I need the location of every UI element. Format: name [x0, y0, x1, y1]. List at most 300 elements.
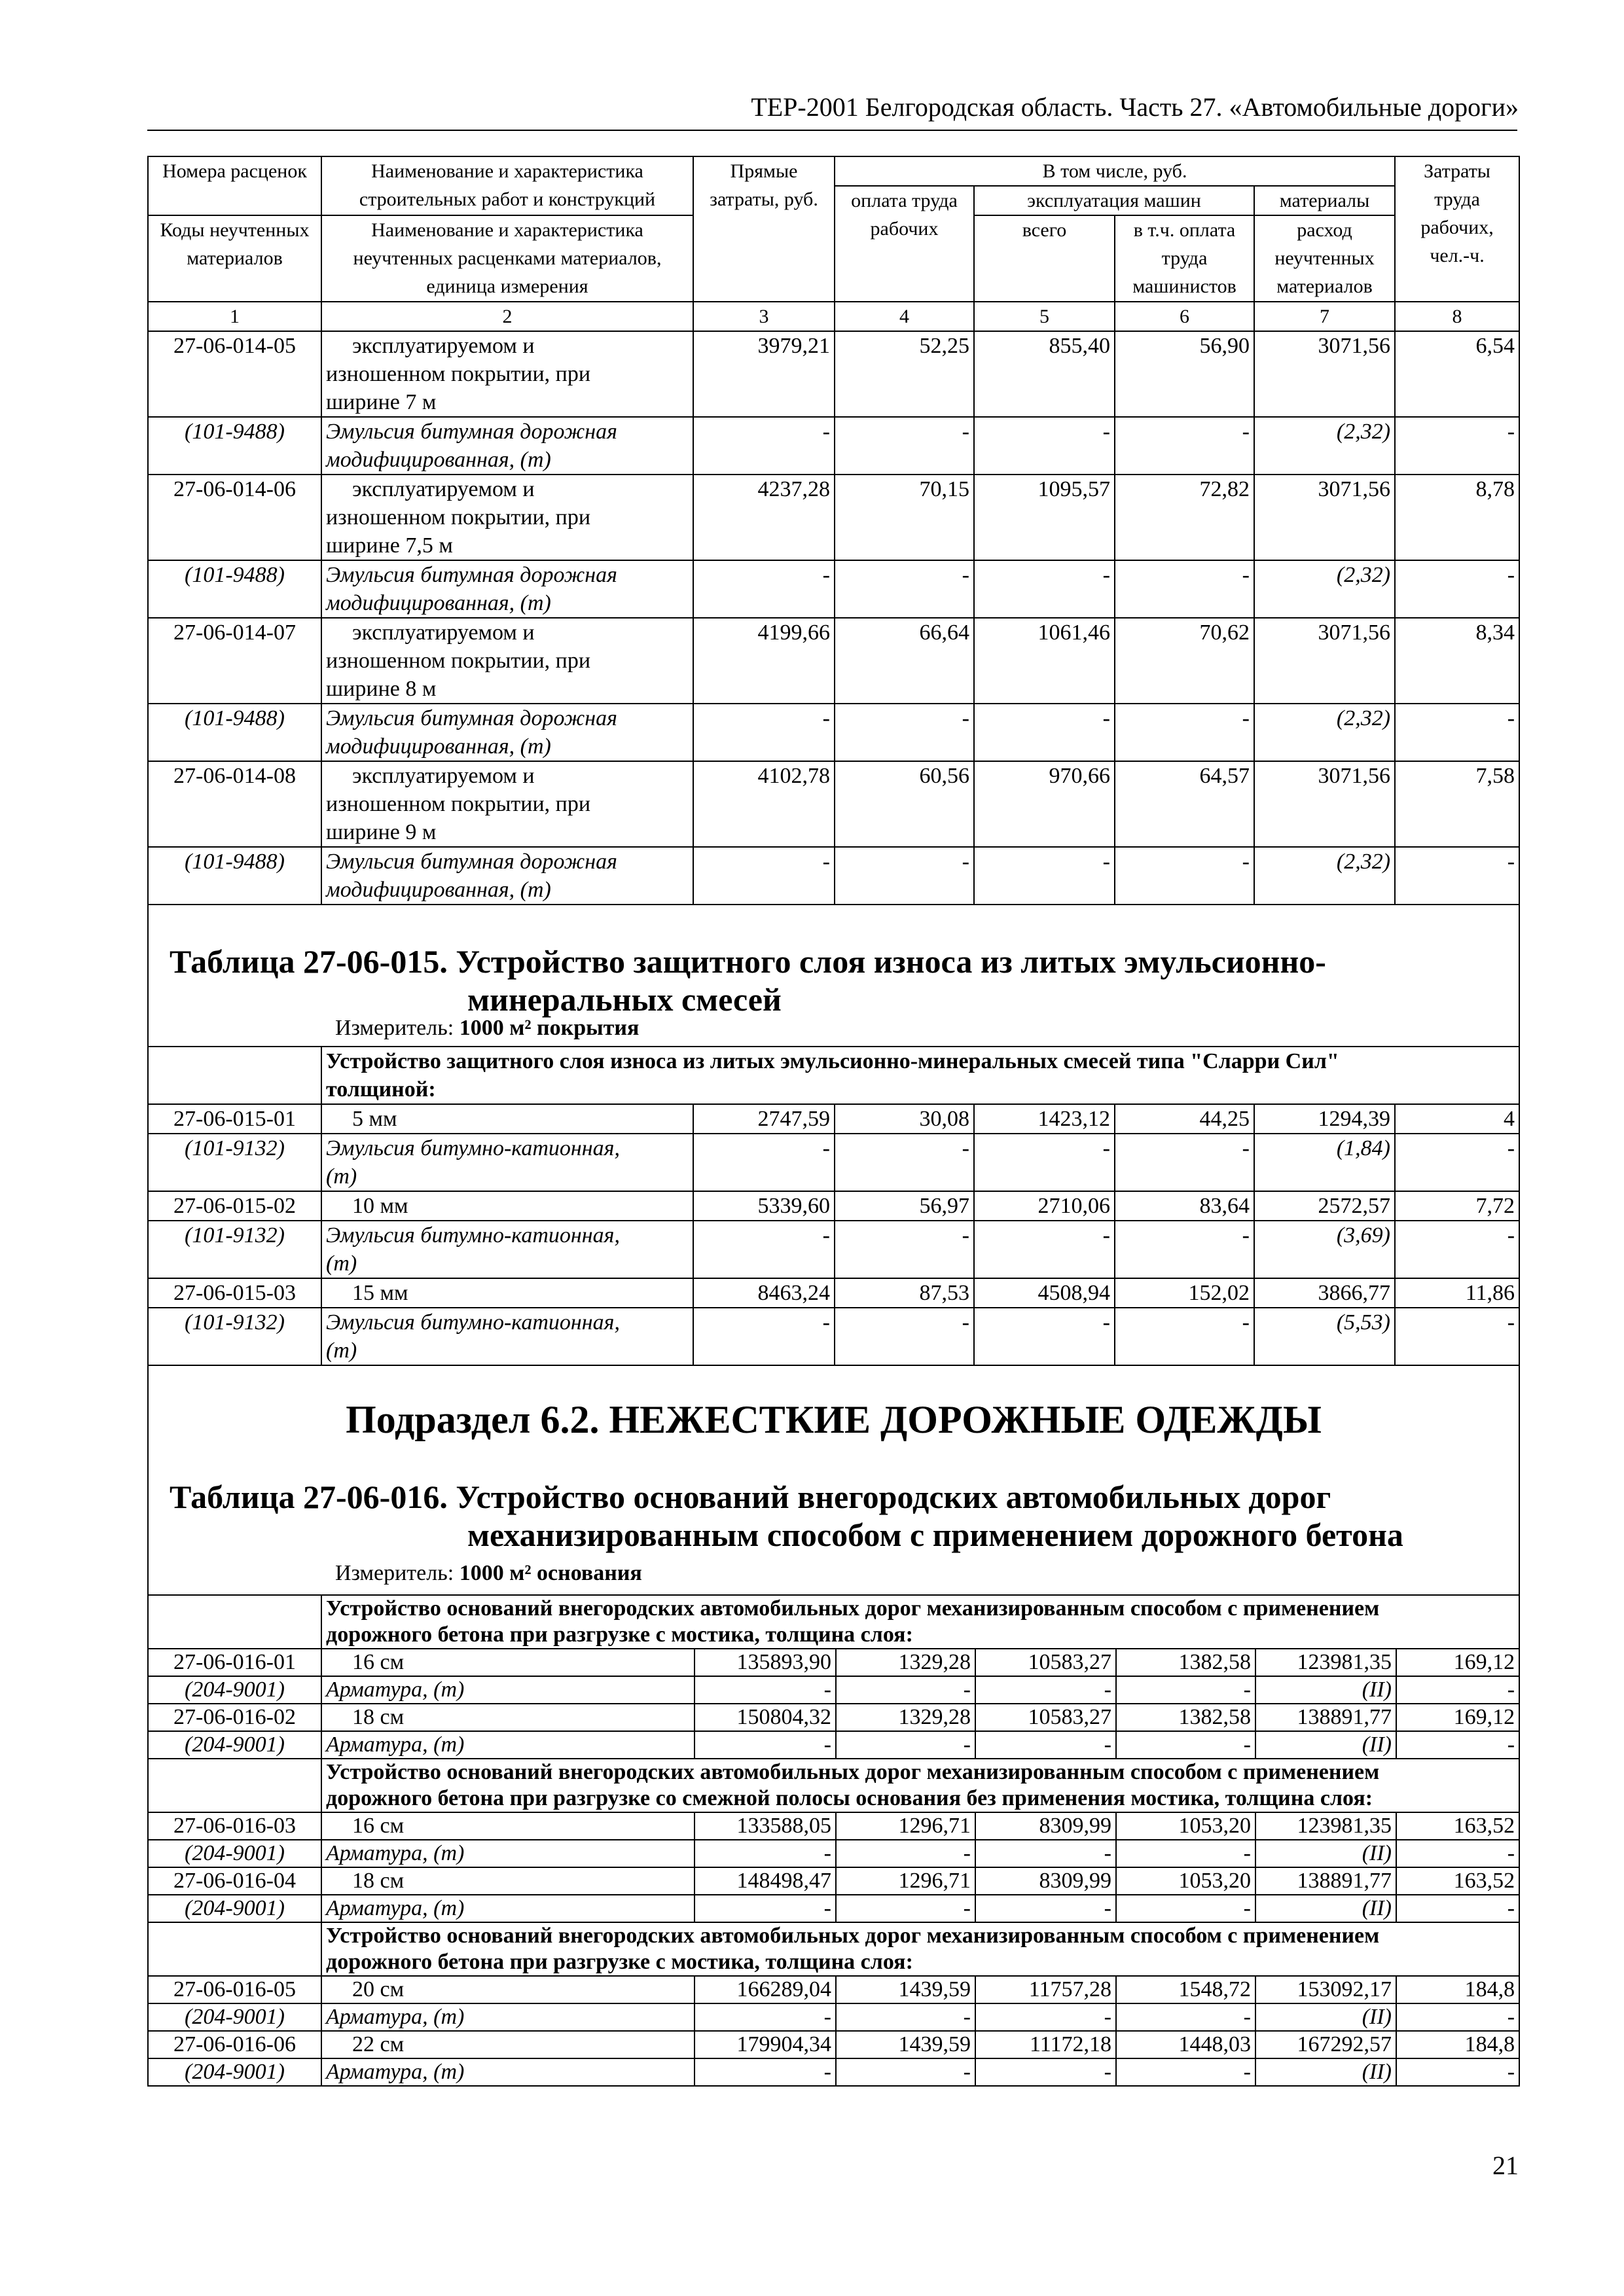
material-value: -	[695, 2003, 836, 2031]
rate-code: 27-06-016-02	[148, 1704, 321, 1731]
rate-value: 4508,94	[974, 1278, 1115, 1308]
text-line: толщиной:	[326, 1077, 436, 1102]
material-value: -	[1116, 1731, 1255, 1759]
material-value: -	[1116, 1840, 1255, 1867]
rate-value: 1329,28	[836, 1649, 975, 1676]
col-header-material-names: Наименование и характеристика неучтенных расценками материалов, единица измерения	[321, 215, 693, 302]
rates-table-016	[147, 1594, 1520, 2087]
rate-value: 163,52	[1396, 1812, 1519, 1840]
rate-code: 27-06-014-08	[148, 761, 321, 847]
material-row	[148, 1308, 1519, 1365]
col-header-including: В том числе, руб.	[835, 156, 1395, 186]
text-line: Устройство оснований внегородских автомобильных дорог механизированным способом с применением	[326, 1596, 1380, 1621]
rate-value: 3979,21	[693, 331, 835, 417]
rate-value: 4	[1395, 1104, 1519, 1134]
text-line: Эмульсия битумно-катионная,	[326, 1223, 620, 1247]
rate-row	[148, 1191, 1519, 1221]
material-row	[148, 2003, 1519, 2031]
rate-name: 18 см	[321, 1704, 695, 1731]
rate-value: 1439,59	[836, 2031, 975, 2058]
material-row	[148, 847, 1519, 905]
material-name: Арматура, (т)	[321, 1731, 695, 1759]
col-header-labor: Затраты труда рабочих, чел.-ч.	[1395, 156, 1519, 302]
rate-value: 56,90	[1115, 331, 1254, 417]
rate-name: 15 мм	[321, 1278, 693, 1308]
col-number: 1	[148, 302, 321, 331]
col-number: 4	[835, 302, 974, 331]
rate-value: 3071,56	[1254, 331, 1395, 417]
col-number: 7	[1254, 302, 1395, 331]
material-code: (204-9001)	[148, 2003, 321, 2031]
rate-row	[148, 1867, 1519, 1895]
rate-row	[148, 618, 1519, 704]
rates-table-015	[147, 1046, 1520, 1366]
material-name	[321, 1308, 693, 1365]
material-name: Арматура, (т)	[321, 1895, 695, 1922]
col-number: 8	[1395, 302, 1519, 331]
material-value: -	[1116, 2058, 1255, 2086]
rate-value: 179904,34	[695, 2031, 836, 2058]
rate-value: 3071,56	[1254, 761, 1395, 847]
rate-value: 7,58	[1395, 761, 1519, 847]
rate-value: 60,56	[835, 761, 974, 847]
material-value: -	[695, 1895, 836, 1922]
rate-value: 66,64	[835, 618, 974, 704]
material-value: -	[975, 1676, 1116, 1704]
group-header	[321, 1595, 1519, 1649]
rate-value: 4199,66	[693, 618, 835, 704]
rate-value: 8,78	[1395, 475, 1519, 560]
material-value: (II)	[1255, 1895, 1396, 1922]
rate-value: 123981,35	[1255, 1812, 1396, 1840]
rate-value: 855,40	[974, 331, 1115, 417]
material-value: -	[695, 2058, 836, 2086]
material-code: (101-9488)	[148, 704, 321, 761]
rate-name: 10 мм	[321, 1191, 693, 1221]
col-header-rate-numbers: Номера расценок	[148, 156, 321, 215]
rate-value: 70,15	[835, 475, 974, 560]
material-value: -	[1395, 1221, 1519, 1278]
rate-name	[321, 761, 693, 847]
col-number: 3	[693, 302, 835, 331]
text-line: ширине 7 м	[326, 390, 437, 414]
rate-value: 11,86	[1395, 1278, 1519, 1308]
rate-row	[148, 1649, 1519, 1676]
col-header-materials: материалы	[1254, 186, 1395, 215]
material-name: Арматура, (т)	[321, 1840, 695, 1867]
text-line: ширине 8 м	[326, 677, 437, 701]
rate-value: 1448,03	[1116, 2031, 1255, 2058]
rate-value: 2572,57	[1254, 1191, 1395, 1221]
material-value: -	[836, 1731, 975, 1759]
rate-value: 87,53	[835, 1278, 974, 1308]
col-number: 2	[321, 302, 693, 331]
material-value: -	[975, 2003, 1116, 2031]
rate-value: 123981,35	[1255, 1649, 1396, 1676]
col-header-machines-total: всего	[974, 215, 1115, 302]
rate-value: 11172,18	[975, 2031, 1116, 2058]
rate-name	[321, 475, 693, 560]
col-header-material-usage: расход неучтенных материалов	[1254, 215, 1395, 302]
material-name	[321, 417, 693, 475]
rate-code: 27-06-016-03	[148, 1812, 321, 1840]
material-code: (204-9001)	[148, 1676, 321, 1704]
subsection-title: Подраздел 6.2. НЕЖЕСТКИЕ ДОРОЖНЫЕ ОДЕЖДЫ	[346, 1398, 1322, 1441]
table-015-title: Таблица 27-06-015. Устройство защитного слоя износа из литых эмульсионно-	[170, 943, 1326, 980]
material-value: -	[975, 1895, 1116, 1922]
rate-row	[148, 1812, 1519, 1840]
material-code: (101-9488)	[148, 847, 321, 905]
rate-value: 163,52	[1396, 1867, 1519, 1895]
material-code: (101-9132)	[148, 1221, 321, 1278]
rate-value: 4237,28	[693, 475, 835, 560]
material-row	[148, 1895, 1519, 1922]
material-value: -	[1115, 560, 1254, 618]
rate-value: 83,64	[1115, 1191, 1254, 1221]
material-value: -	[1116, 2003, 1255, 2031]
material-value: -	[1395, 704, 1519, 761]
material-code: (204-9001)	[148, 2058, 321, 2086]
table-016-title-block	[147, 1361, 1520, 1595]
material-value: (2,32)	[1254, 560, 1395, 618]
rate-value: 166289,04	[695, 1976, 836, 2003]
text-line: Эмульсия битумно-катионная,	[326, 1310, 620, 1335]
text-line: эксплуатируемом и	[352, 764, 535, 788]
text-line: Устройство оснований внегородских автомобильных дорог механизированным способом с применением	[326, 1760, 1380, 1784]
rate-value: 153092,17	[1255, 1976, 1396, 2003]
rate-value: 44,25	[1115, 1104, 1254, 1134]
rate-value: 6,54	[1395, 331, 1519, 417]
material-code: (101-9488)	[148, 560, 321, 618]
material-name	[321, 560, 693, 618]
material-value: -	[836, 2058, 975, 2086]
material-value: -	[835, 1134, 974, 1191]
material-value: -	[693, 417, 835, 475]
group-spacer	[148, 1047, 321, 1104]
material-value: -	[975, 1731, 1116, 1759]
rate-code: 27-06-016-01	[148, 1649, 321, 1676]
text-line: модифицированная, (т)	[326, 878, 551, 902]
material-value: -	[835, 1221, 974, 1278]
text-line: изношенном покрытии, при	[326, 362, 591, 386]
text-line: Эмульсия битумная дорожная	[326, 706, 617, 730]
rate-row	[148, 1976, 1519, 2003]
text-line: (т)	[326, 1251, 357, 1276]
material-value: -	[1115, 1308, 1254, 1365]
material-name	[321, 1221, 693, 1278]
rate-value: 167292,57	[1255, 2031, 1396, 2058]
rate-value: 10583,27	[975, 1704, 1116, 1731]
group-header	[321, 1047, 1519, 1104]
text-line: Эмульсия битумно-катионная,	[326, 1136, 620, 1160]
rate-value: 11757,28	[975, 1976, 1116, 2003]
material-value: -	[975, 1840, 1116, 1867]
material-value: -	[1396, 1731, 1519, 1759]
text-line: изношенном покрытии, при	[326, 792, 591, 816]
material-value: -	[974, 560, 1115, 618]
rate-value: 138891,77	[1255, 1704, 1396, 1731]
text-line: Устройство оснований внегородских автомобильных дорог механизированным способом с применением	[326, 1924, 1380, 1948]
rate-value: 135893,90	[695, 1649, 836, 1676]
material-value: -	[974, 417, 1115, 475]
material-value: -	[1116, 1676, 1255, 1704]
material-value: (II)	[1255, 1731, 1396, 1759]
rate-value: 1053,20	[1116, 1867, 1255, 1895]
rate-value: 8,34	[1395, 618, 1519, 704]
col-header-work-name: Наименование и характеристика строительных работ и конструкций	[321, 156, 693, 215]
text-line: эксплуатируемом и	[352, 477, 535, 501]
rate-value: 52,25	[835, 331, 974, 417]
material-value: -	[836, 1840, 975, 1867]
rate-value: 56,97	[835, 1191, 974, 1221]
table-015-measure: Измеритель: 1000 м² покрытия	[335, 1016, 640, 1040]
header-rule	[147, 130, 1517, 131]
material-value: (II)	[1255, 2003, 1396, 2031]
rate-value: 3866,77	[1254, 1278, 1395, 1308]
material-value: -	[1395, 1134, 1519, 1191]
material-value: -	[974, 1134, 1115, 1191]
rate-value: 3071,56	[1254, 618, 1395, 704]
rate-value: 1095,57	[974, 475, 1115, 560]
rate-name: 16 см	[321, 1812, 695, 1840]
text-line: модифицированная, (т)	[326, 591, 551, 615]
rate-value: 1296,71	[836, 1867, 975, 1895]
rate-value: 5339,60	[693, 1191, 835, 1221]
rate-code: 27-06-015-03	[148, 1278, 321, 1308]
material-value: -	[693, 1134, 835, 1191]
material-name: Арматура, (т)	[321, 2003, 695, 2031]
table-016-title-cont: механизированным способом с применением дорожного бетона	[467, 1516, 1403, 1553]
material-code: (101-9488)	[148, 417, 321, 475]
rate-code: 27-06-015-02	[148, 1191, 321, 1221]
rate-row	[148, 1278, 1519, 1308]
material-value: -	[835, 1308, 974, 1365]
rate-value: 2747,59	[693, 1104, 835, 1134]
material-value: -	[1115, 847, 1254, 905]
group-spacer	[148, 1922, 321, 1976]
rate-value: 2710,06	[974, 1191, 1115, 1221]
material-row	[148, 1676, 1519, 1704]
rate-value: 1423,12	[974, 1104, 1115, 1134]
material-value: -	[1115, 417, 1254, 475]
material-row	[148, 1731, 1519, 1759]
text-line: ширине 9 м	[326, 820, 437, 844]
rate-value: 70,62	[1115, 618, 1254, 704]
material-value: -	[974, 1221, 1115, 1278]
material-value: (3,69)	[1254, 1221, 1395, 1278]
material-value: (II)	[1255, 2058, 1396, 2086]
material-value: (2,32)	[1254, 704, 1395, 761]
text-line: дорожного бетона при разгрузке с мостика, толщина слоя:	[326, 1623, 913, 1647]
rate-value: 152,02	[1115, 1278, 1254, 1308]
material-name	[321, 1134, 693, 1191]
material-value: (1,84)	[1254, 1134, 1395, 1191]
material-value: -	[1116, 1895, 1255, 1922]
material-value: -	[1396, 1676, 1519, 1704]
rate-name: 20 см	[321, 1976, 695, 2003]
rate-value: 1061,46	[974, 618, 1115, 704]
material-row	[148, 1840, 1519, 1867]
material-value: -	[695, 1731, 836, 1759]
text-line: изношенном покрытии, при	[326, 505, 591, 529]
material-value: -	[693, 1221, 835, 1278]
page-header: ТЕР-2001 Белгородская область. Часть 27. «Автомобильные дороги»	[751, 92, 1519, 122]
material-value: -	[1395, 560, 1519, 618]
rate-code: 27-06-016-04	[148, 1867, 321, 1895]
rate-code: 27-06-014-06	[148, 475, 321, 560]
material-value: (II)	[1255, 1840, 1396, 1867]
rate-value: 133588,05	[695, 1812, 836, 1840]
material-value: -	[974, 847, 1115, 905]
rate-name: 18 см	[321, 1867, 695, 1895]
rate-code: 27-06-014-05	[148, 331, 321, 417]
material-value: (2,32)	[1254, 847, 1395, 905]
col-header-machinist-pay: в т.ч. оплата труда машинистов	[1115, 215, 1254, 302]
rate-value: 150804,32	[695, 1704, 836, 1731]
rate-row	[148, 475, 1519, 560]
material-value: -	[1395, 847, 1519, 905]
material-value: -	[1396, 2003, 1519, 2031]
rates-table-014	[147, 156, 1520, 905]
page-number: 21	[1492, 2151, 1519, 2180]
rate-row	[148, 1104, 1519, 1134]
rate-value: 1296,71	[836, 1812, 975, 1840]
rate-row	[148, 761, 1519, 847]
col-number: 6	[1115, 302, 1254, 331]
material-value: (2,32)	[1254, 417, 1395, 475]
material-value: -	[693, 1308, 835, 1365]
text-line: (т)	[326, 1164, 357, 1189]
rate-value: 138891,77	[1255, 1867, 1396, 1895]
material-value: (II)	[1255, 1676, 1396, 1704]
text-line: дорожного бетона при разгрузке со смежной полосы основания без применения мостика, толщина слоя:	[326, 1786, 1373, 1810]
material-value: -	[1396, 1840, 1519, 1867]
rate-value: 3071,56	[1254, 475, 1395, 560]
rate-value: 1294,39	[1254, 1104, 1395, 1134]
rate-name: 22 см	[321, 2031, 695, 2058]
material-row	[148, 1221, 1519, 1278]
material-code: (101-9132)	[148, 1134, 321, 1191]
table-015-title-block	[147, 903, 1520, 1047]
rate-value: 8309,99	[975, 1812, 1116, 1840]
rate-code: 27-06-016-06	[148, 2031, 321, 2058]
text-line: Устройство защитного слоя износа из литых эмульсионно-минеральных смесей типа "Сларри Сил"	[326, 1049, 1339, 1073]
rate-value: 30,08	[835, 1104, 974, 1134]
material-code: (204-9001)	[148, 1731, 321, 1759]
material-value: -	[974, 1308, 1115, 1365]
material-row	[148, 1134, 1519, 1191]
material-code: (204-9001)	[148, 1840, 321, 1867]
material-row	[148, 560, 1519, 618]
material-value: -	[1115, 1134, 1254, 1191]
rate-value: 10583,27	[975, 1649, 1116, 1676]
material-row	[148, 417, 1519, 475]
rate-code: 27-06-015-01	[148, 1104, 321, 1134]
text-line: (т)	[326, 1338, 357, 1363]
rate-value: 1382,58	[1116, 1704, 1255, 1731]
text-line: изношенном покрытии, при	[326, 649, 591, 673]
col-header-material-codes: Коды неучтенных материалов	[148, 215, 321, 302]
text-line: модифицированная, (т)	[326, 448, 551, 472]
rate-value: 148498,47	[695, 1867, 836, 1895]
material-value: -	[836, 2003, 975, 2031]
rate-value: 184,8	[1396, 1976, 1519, 2003]
material-name	[321, 847, 693, 905]
rate-row	[148, 1704, 1519, 1731]
material-value: -	[975, 2058, 1116, 2086]
table-016-title: Таблица 27-06-016. Устройство оснований внегородских автомобильных дорог	[170, 1479, 1331, 1515]
col-header-machines: эксплуатация машин	[974, 186, 1254, 215]
rate-value: 1053,20	[1116, 1812, 1255, 1840]
material-value: -	[1115, 704, 1254, 761]
text-line: Эмульсия битумная дорожная	[326, 420, 617, 444]
rate-value: 8463,24	[693, 1278, 835, 1308]
rate-code: 27-06-016-05	[148, 1976, 321, 2003]
text-line: ширине 7,5 м	[326, 533, 453, 558]
text-line: Эмульсия битумная дорожная	[326, 850, 617, 874]
rate-value: 1548,72	[1116, 1976, 1255, 2003]
material-value: (5,53)	[1254, 1308, 1395, 1365]
material-value: -	[695, 1840, 836, 1867]
text-line: модифицированная, (т)	[326, 734, 551, 759]
rate-name	[321, 331, 693, 417]
group-header	[321, 1922, 1519, 1976]
material-name	[321, 704, 693, 761]
table-015-title-cont: минеральных смесей	[467, 981, 782, 1018]
material-code: (204-9001)	[148, 1895, 321, 1922]
material-name: Арматура, (т)	[321, 2058, 695, 2086]
table-016-measure: Измеритель: 1000 м² основания	[335, 1561, 642, 1585]
text-line: дорожного бетона при разгрузке с мостика, толщина слоя:	[326, 1950, 913, 1974]
material-value: -	[835, 417, 974, 475]
rate-value: 169,12	[1396, 1704, 1519, 1731]
group-spacer	[148, 1759, 321, 1812]
text-line: эксплуатируемом и	[352, 334, 535, 358]
rate-code: 27-06-014-07	[148, 618, 321, 704]
rate-value: 4102,78	[693, 761, 835, 847]
rate-value: 72,82	[1115, 475, 1254, 560]
material-value: -	[836, 1676, 975, 1704]
col-number: 5	[974, 302, 1115, 331]
material-value: -	[974, 704, 1115, 761]
rate-value: 1329,28	[836, 1704, 975, 1731]
material-value: -	[693, 704, 835, 761]
material-value: -	[835, 704, 974, 761]
rate-value: 970,66	[974, 761, 1115, 847]
material-row	[148, 2058, 1519, 2086]
material-value: -	[836, 1895, 975, 1922]
material-value: -	[695, 1676, 836, 1704]
rate-name: 16 см	[321, 1649, 695, 1676]
col-header-direct-costs: Прямые затраты, руб.	[693, 156, 835, 302]
material-value: -	[1396, 2058, 1519, 2086]
rate-name	[321, 618, 693, 704]
rate-name: 5 мм	[321, 1104, 693, 1134]
material-value: -	[1396, 1895, 1519, 1922]
rate-value: 1382,58	[1116, 1649, 1255, 1676]
material-row	[148, 704, 1519, 761]
rate-value: 1439,59	[836, 1976, 975, 2003]
material-value: -	[835, 560, 974, 618]
text-line: эксплуатируемом и	[352, 620, 535, 645]
material-name: Арматура, (т)	[321, 1676, 695, 1704]
material-value: -	[693, 847, 835, 905]
group-header	[321, 1759, 1519, 1812]
rate-value: 64,57	[1115, 761, 1254, 847]
rate-value: 169,12	[1396, 1649, 1519, 1676]
material-value: -	[1395, 417, 1519, 475]
material-value: -	[693, 560, 835, 618]
